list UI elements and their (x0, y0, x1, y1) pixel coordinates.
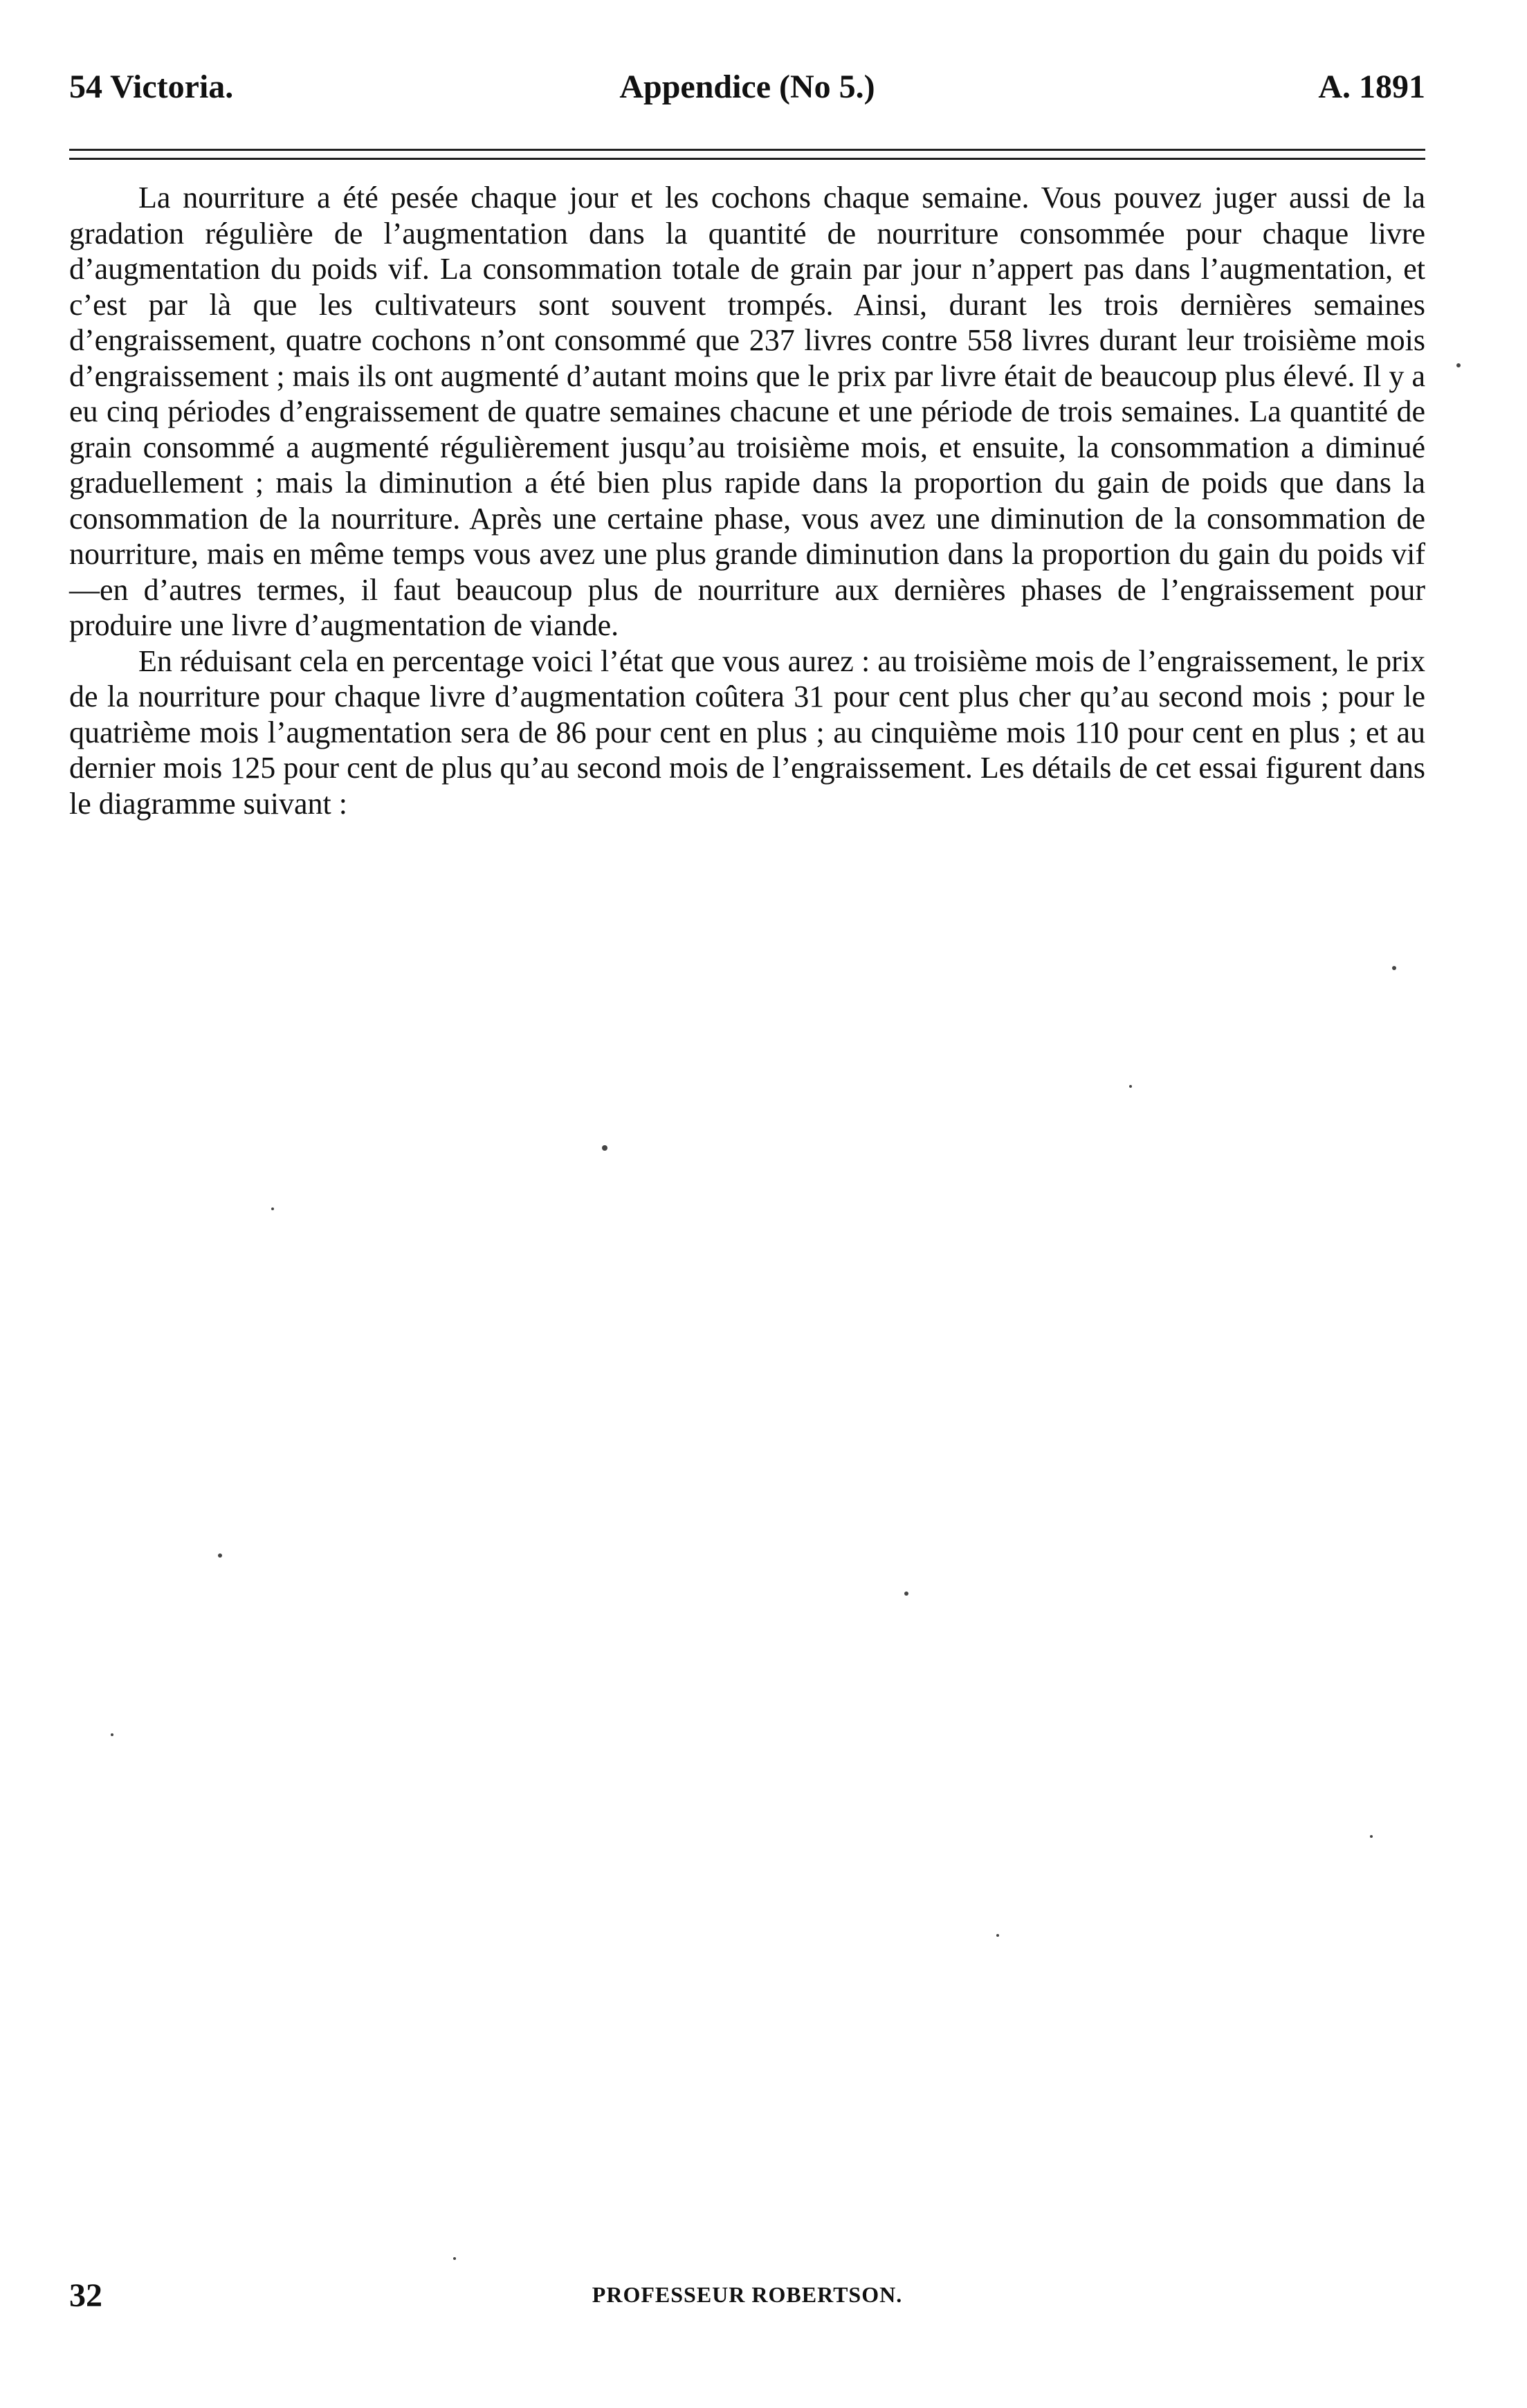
header-appendix: Appendice (No 5.) (619, 69, 875, 105)
scan-speck (996, 1934, 999, 1937)
scan-speck (111, 1733, 113, 1736)
page-number: 32 (69, 2277, 102, 2314)
paragraph-2: En réduisant cela en percentage voici l’état que vous aurez : au troisième mois de l’engraissement, le prix de la nourriture pour chaque livre d’augmentation coûtera 31 pour cent plus cher qu’au second mois ; pour le quatrième mois l’augmentation sera de 86 pour cent en plus ; au cinquième mois 110 pour cent en plus ; et au dernier mois 125 pour cent de plus qu’au second mois de l’engraissement. Les détails de cet essai figurent dans le diagramme suivant : (69, 644, 1425, 821)
scan-speck (271, 1207, 274, 1210)
paragraph-1: La nourriture a été pesée chaque jour et les cochons chaque semaine. Vous pouvez juger aussi de la gradation régulière de l’augmentation dans la quantité de nourriture consommée pour chaque livre d’augmentation du poids vif. La consommation totale de grain par jour n’appert pas dans l’augmentation, et c’est par là que les cultivateurs sont souvent trompés. Ainsi, durant les trois dernières semaines d’engraissement, quatre cochons n’ont consommé que 237 livres contre 558 livres durant leur troisième mois d’engraissement ; mais ils ont augmenté d’autant moins que le prix par livre était de beaucoup plus élevé. Il y a eu cinq périodes d’engraissement de quatre semaines chacune et une période de trois semaines. La quantité de grain consommé a augmenté régulièrement jusqu’au troisième mois, et ensuite, la consommation a diminué graduellement ; mais la diminution a été bien plus rapide dans la proportion du gain de poids que dans la consommation de la nourriture. Après une certaine phase, vous avez une diminution de la consommation de nourriture, mais en même temps vous avez une plus grande diminution dans la proportion du gain du poids vif—en d’autres termes, il faut beaucoup plus de nourriture aux dernières phases de l’engraissement pour produire une livre d’augmentation de viande. (69, 181, 1425, 642)
footer-author: PROFESSEUR ROBERTSON. (592, 2282, 903, 2307)
header-year: A. 1891 (1318, 69, 1425, 105)
scan-speck (218, 1553, 222, 1558)
body-text (69, 180, 1425, 821)
scan-speck (1370, 1835, 1373, 1838)
running-footer (69, 2277, 1425, 2318)
header-rule-bottom (69, 158, 1425, 160)
running-header (69, 68, 1425, 116)
scan-speck (1392, 966, 1396, 970)
scan-speck (904, 1591, 908, 1596)
scan-speck (1129, 1085, 1132, 1088)
scan-speck (1456, 363, 1461, 367)
header-session: 54 Victoria. (69, 69, 234, 105)
scan-speck (602, 1145, 607, 1151)
scan-speck (453, 2257, 456, 2260)
header-rule-top (69, 149, 1425, 151)
